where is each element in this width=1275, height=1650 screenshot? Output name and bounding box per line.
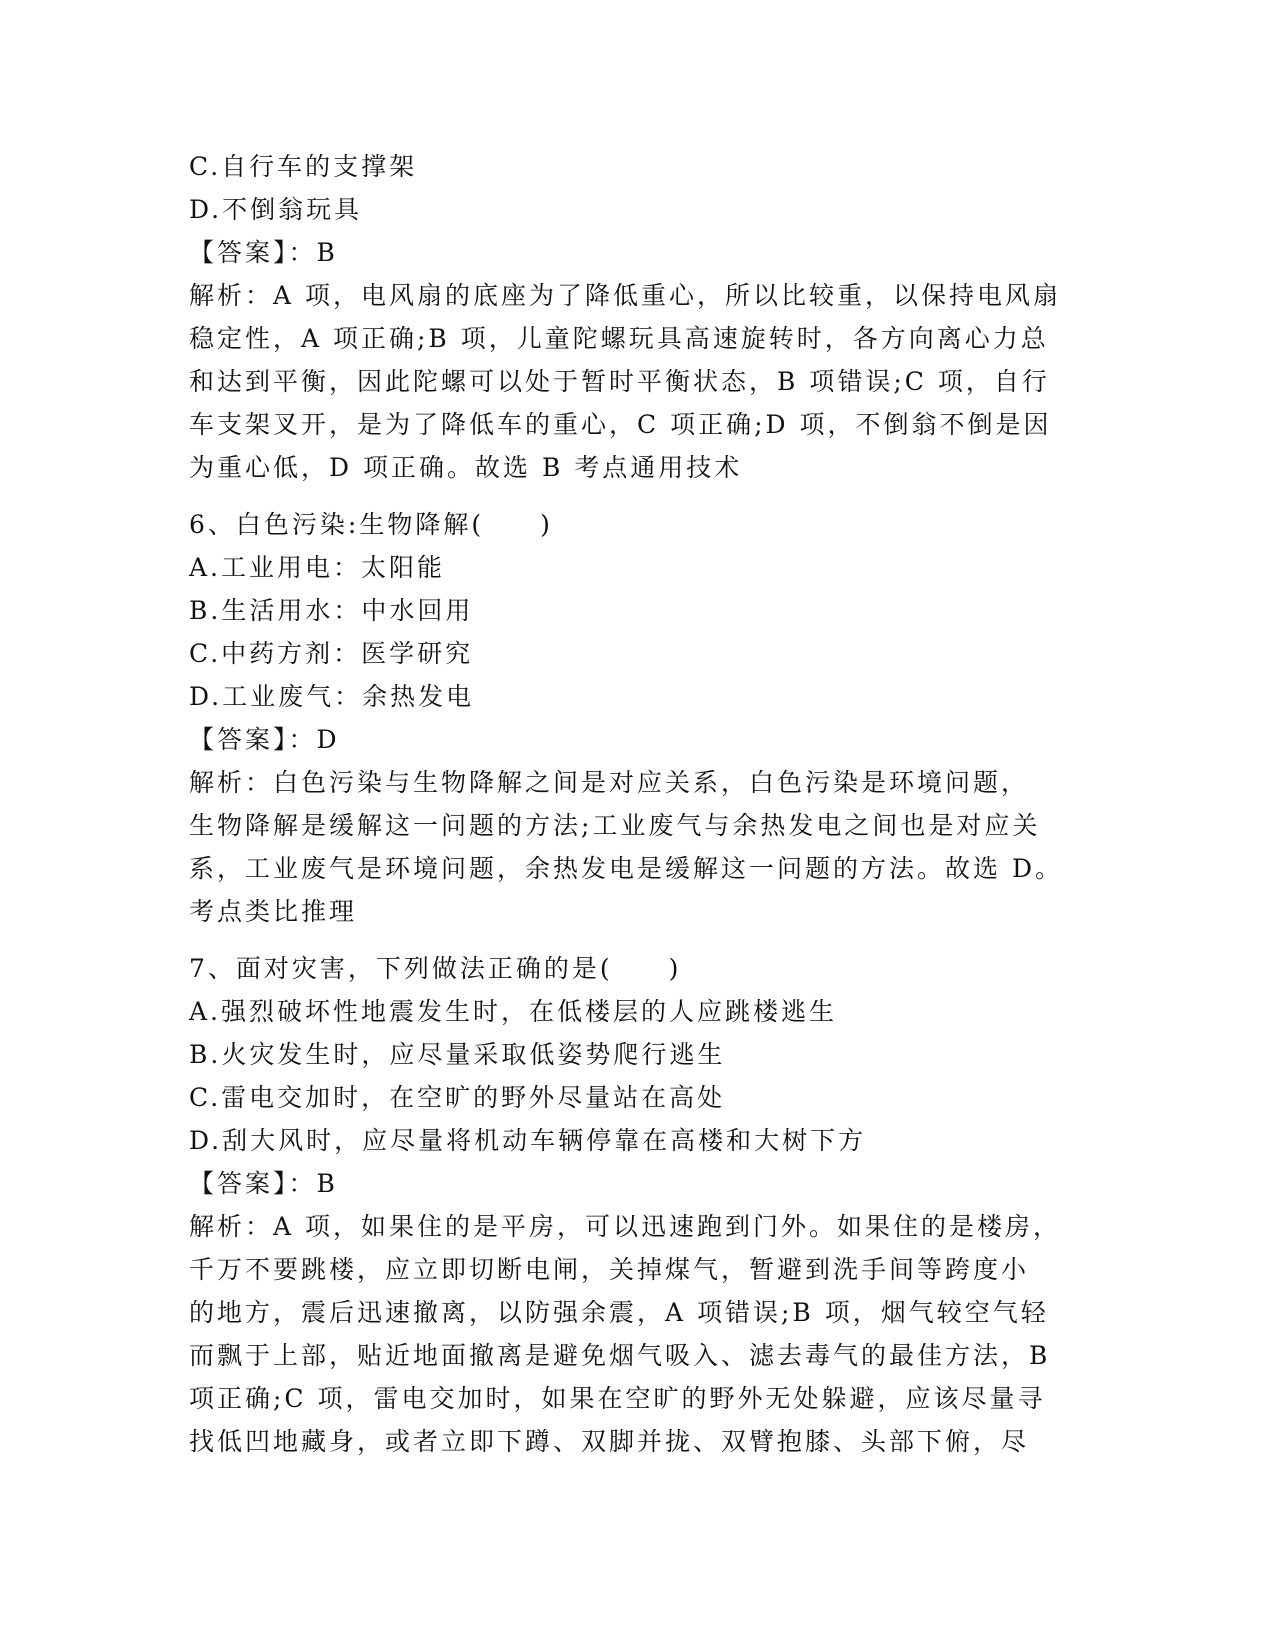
option-a: A.工业用电：太阳能 — [189, 553, 446, 582]
analysis-line: 考点类比推理 — [189, 897, 358, 926]
option-b: B.火灾发生时，应尽量采取低姿势爬行逃生 — [189, 1040, 726, 1069]
answer-line: 【答案】：D — [189, 725, 340, 754]
analysis-line: 生物降解是缓解这一问题的方法;工业废气与余热发电之间也是对应关 — [189, 811, 1041, 840]
document-page — [189, 145, 1089, 1463]
option-d: D.不倒翁玩具 — [189, 195, 363, 224]
analysis-line: 稳定性，A 项正确;B 项，儿童陀螺玩具高速旋转时，各方向离心力总 — [189, 324, 1049, 353]
analysis-line: 而飘于上部，贴近地面撤离是避免烟气吸入、滤去毒气的最佳方法，B — [189, 1341, 1051, 1370]
option-d: D.刮大风时，应尽量将机动车辆停靠在高楼和大树下方 — [189, 1126, 867, 1155]
option-c: C.自行车的支撑架 — [189, 152, 418, 181]
option-a: A.强烈破坏性地震发生时，在低楼层的人应跳楼逃生 — [189, 997, 838, 1026]
analysis-line: 解析：A 项，电风扇的底座为了降低重心，所以比较重，以保持电风扇 — [189, 281, 1062, 310]
question-6-block — [189, 503, 1089, 933]
analysis-line: 系，工业废气是环境问题，余热发电是缓解这一问题的方法。故选 D。 — [189, 854, 1063, 883]
analysis-line: 千万不要跳楼，应立即切断电闸，关掉煤气，暂避到洗手间等跨度小 — [189, 1255, 1030, 1284]
analysis-line: 解析：白色污染与生物降解之间是对应关系，白色污染是环境问题， — [189, 768, 1030, 797]
option-d: D.工业废气：余热发电 — [189, 682, 475, 711]
spacer — [189, 489, 1089, 503]
analysis-line: 找低凹地藏身，或者立即下蹲、双脚并拢、双臂抱膝、头部下俯，尽 — [189, 1427, 1030, 1456]
answer-line: 【答案】：B — [189, 1169, 338, 1198]
option-b: B.生活用水：中水回用 — [189, 596, 474, 625]
question-stem: 7、面对灾害，下列做法正确的是( ) — [189, 954, 682, 983]
option-c: C.雷电交加时，在空旷的野外尽量站在高处 — [189, 1083, 726, 1112]
analysis-line: 和达到平衡，因此陀螺可以处于暂时平衡状态，B 项错误;C 项，自行 — [189, 367, 1050, 396]
analysis-line: 解析：A 项，如果住的是平房，可以迅速跑到门外。如果住的是楼房， — [189, 1212, 1062, 1241]
analysis-line: 的地方，震后迅速撤离，以防强余震，A 项错误;B 项，烟气较空气轻 — [189, 1298, 1049, 1327]
analysis-line: 车支架叉开，是为了降低车的重心，C 项正确;D 项，不倒翁不倒是因 — [189, 410, 1052, 439]
question-stem: 6、白色污染:生物降解( ) — [189, 510, 553, 539]
question-7-block — [189, 947, 1089, 1463]
answer-line: 【答案】：B — [189, 238, 338, 267]
question-5-block — [189, 145, 1089, 489]
analysis-line: 为重心低，D 项正确。故选 B 考点通用技术 — [189, 453, 743, 482]
analysis-line: 项正确;C 项，雷电交加时，如果在空旷的野外无处躲避，应该尽量寻 — [189, 1384, 1046, 1413]
spacer — [189, 933, 1089, 947]
option-c: C.中药方剂：医学研究 — [189, 639, 474, 668]
